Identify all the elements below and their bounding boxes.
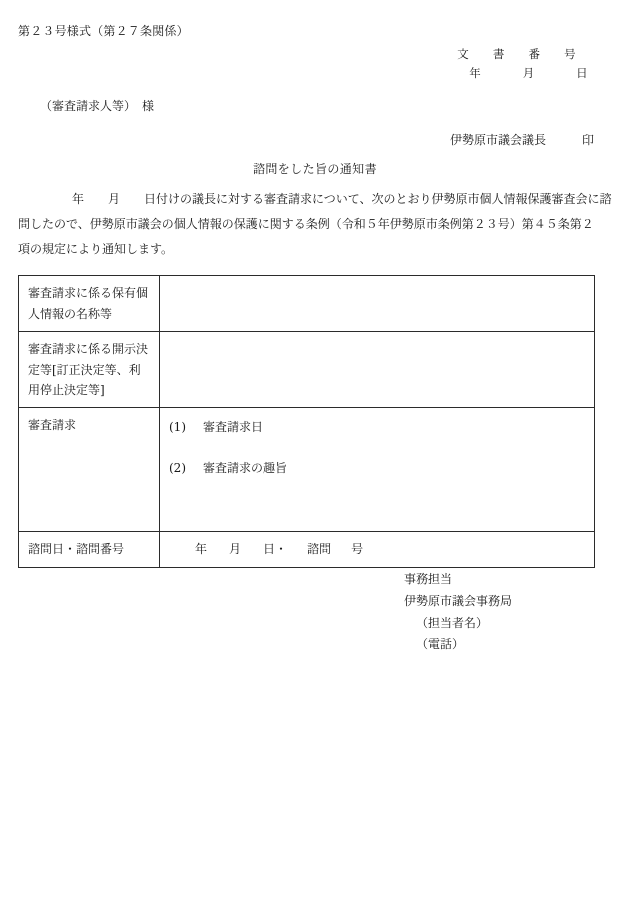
body-line-1 (18, 187, 614, 212)
review-request-item-1 (169, 417, 585, 438)
page-title: 諮問をした旨の通知書 (252, 162, 377, 176)
body-paragraph (18, 187, 614, 261)
row-label-disclosure-decision: 審査請求に係る開示決定等[訂正決定等、利用停止決定等] (19, 332, 160, 408)
notification-table (18, 275, 595, 568)
form-number: 第２３号様式（第２７条関係） (18, 24, 189, 38)
contact-office: 伊勢原市議会事務局 (404, 593, 513, 608)
row-value-review-request[interactable] (160, 407, 595, 531)
contact-block (404, 569, 512, 656)
consult-number-label: 諮問 (307, 541, 332, 556)
consultation-date-fields (169, 539, 585, 560)
row-label-review-request: 審査請求 (19, 407, 160, 531)
row-label-personal-info-name: 審査請求に係る保有個人情報の名称等 (19, 276, 160, 332)
body-line-3: 項の規定により通知します。 (18, 241, 174, 256)
document-date-label: 年 月 日 (469, 65, 594, 80)
review-request-items (169, 415, 585, 478)
row-value-disclosure-decision[interactable] (160, 332, 595, 408)
body-line-2: 問したので、伊勢原市議会の個人情報の保護に関する条例（令和５年伊勢原市条例第２３号）第４５条第２ (18, 216, 594, 231)
issuer-line: 伊勢原市議会議長 印 (450, 133, 595, 147)
item-text-1: 審査請求日 (203, 419, 264, 434)
addressee-line: （審査請求人等） 様 (40, 99, 155, 113)
row-value-consultation-date[interactable] (160, 531, 595, 567)
document-meta (457, 45, 594, 83)
review-request-item-2 (169, 458, 585, 479)
contact-person: （担当者名） (416, 615, 489, 630)
item-number-1: (1) (169, 419, 186, 434)
consult-unit-label: 号 (351, 541, 364, 556)
table-row (19, 276, 595, 332)
consult-day-label: 日・ (263, 541, 288, 556)
document-number-label: 文 書 番 号 (457, 47, 582, 61)
consult-month-label: 月 (229, 541, 242, 556)
table-row (19, 407, 595, 531)
body-line-1-text: 年 月 日付けの議長に対する審査請求について、次のとおり伊勢原市個人情報保護審査会に諮 (72, 192, 612, 206)
table-row (19, 531, 595, 567)
contact-phone: （電話） (416, 637, 465, 652)
consult-year-label: 年 (195, 541, 208, 556)
item-text-2: 審査請求の趣旨 (203, 460, 288, 475)
table-row (19, 332, 595, 408)
item-number-2: (2) (169, 460, 186, 475)
row-value-personal-info-name[interactable] (160, 276, 595, 332)
row-label-consultation-date: 諮問日・諮問番号 (19, 531, 160, 567)
contact-heading: 事務担当 (404, 572, 453, 586)
